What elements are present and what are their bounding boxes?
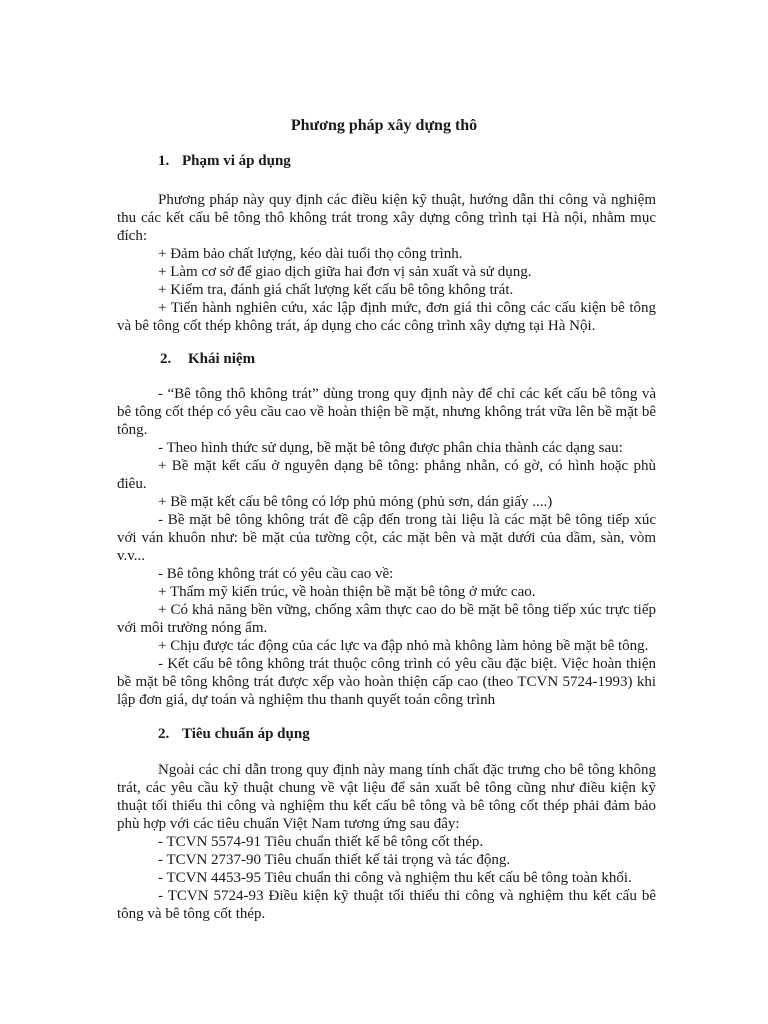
section-title: Khái niệm xyxy=(188,351,256,367)
paragraph: Ngoài các chỉ dẫn trong quy định này mang tính chất đặc trưng cho bê tông không trát, các yêu cầu kỹ thuật chung về vật liệu để sản xuất bê tông cũng như điều kiện kỹ thuật tối thiểu thi công và nghiệm thu kết cấu bê tông và bê tông cốt thép phải đảm bảo phù hợp với các tiêu chuẩn Việt Nam tương ứng sau đây: xyxy=(117,762,656,832)
list-item: - TCVN 5574-91 Tiêu chuẩn thiết kế bê tông cốt thép. xyxy=(158,834,484,850)
paragraph: - Bề mặt bê tông không trát đề cập đến trong tài liệu là các mặt bê tông tiếp xúc với ván khuôn như: bề mặt của tường cột, các mặt bên và mặt dưới của dầm, sàn, vòm v.v... xyxy=(117,512,656,564)
paragraph: Phương pháp này quy định các điều kiện kỹ thuật, hướng dẫn thi công và nghiệm thu các kết cấu bê tông thô không trát trong xây dựng công trình tại Hà nội, nhằm mục đích: xyxy=(117,192,656,244)
section-heading-1 xyxy=(158,152,291,170)
page-title: Phương pháp xây dựng thô xyxy=(290,117,478,134)
section-body-1 xyxy=(117,191,656,335)
list-item: + Bề mặt kết cấu ở nguyên dạng bê tông: phẳng nhẵn, có gờ, có hình hoặc phù điêu. xyxy=(117,458,656,492)
list-item: + Bề mặt kết cấu bê tông có lớp phủ mỏng (phủ sơn, dán giấy ....) xyxy=(158,494,553,510)
section-number: 2. xyxy=(158,726,170,742)
list-item: + Có khả năng bền vững, chống xâm thực cao do bề mặt bê tông tiếp xúc trực tiếp với môi trường nóng ẩm. xyxy=(117,602,656,636)
section-number: 2. xyxy=(160,351,172,367)
paragraph: - Theo hình thức sử dụng, bề mặt bê tông được phân chia thành các dạng sau: xyxy=(158,440,623,456)
list-item: + Thẩm mỹ kiến trúc, về hoàn thiện bề mặt bê tông ở mức cao. xyxy=(158,584,536,600)
list-item: + Chịu được tác động của các lực va đập nhỏ mà không làm hỏng bề mặt bê tông. xyxy=(158,638,649,654)
list-item: - TCVN 5724-93 Điều kiện kỹ thuật tối thiểu thi công và nghiệm thu kết cấu bê tông và bê tông cốt thép. xyxy=(117,888,656,922)
section-number: 1. xyxy=(158,153,170,169)
list-item: + Tiến hành nghiên cứu, xác lập định mức, đơn giá thi công các cấu kiện bê tông và bê tông cốt thép không trát, áp dụng cho các công trình xây dựng tại Hà Nội. xyxy=(117,300,656,334)
paragraph: - “Bê tông thô không trát” dùng trong quy định này để chỉ các kết cấu bê tông và bê tông cốt thép có yêu cầu cao về hoàn thiện bề mặt, nhưng không trát vữa lên bề mặt bê tông. xyxy=(117,386,656,438)
section-heading-3 xyxy=(158,725,310,743)
section-body-2 xyxy=(117,385,656,709)
paragraph: - Bê tông không trát có yêu cầu cao về: xyxy=(158,566,394,582)
section-title: Tiêu chuẩn áp dụng xyxy=(182,726,310,742)
list-item: - TCVN 4453-95 Tiêu chuẩn thi công và nghiệm thu kết cấu bê tông toàn khối. xyxy=(158,870,632,886)
list-item: + Làm cơ sở để giao dịch giữa hai đơn vị sản xuất và sử dụng. xyxy=(158,264,532,280)
section-body-3 xyxy=(117,761,656,923)
list-item: + Kiểm tra, đánh giá chất lượng kết cấu bê tông không trát. xyxy=(158,282,514,298)
section-heading-2 xyxy=(160,350,255,368)
paragraph: - Kết cấu bê tông không trát thuộc công trình có yêu cầu đặc biệt. Việc hoàn thiện bề mặt bê tông không trát được xếp vào hoàn thiện cấp cao (theo TCVN 5724-1993) khi lập đơn giá, dự toán và nghiệm thu thanh quyết toán công trình xyxy=(117,656,656,708)
list-item: - TCVN 2737-90 Tiêu chuẩn thiết kế tải trọng và tác động. xyxy=(158,852,511,868)
list-item: + Đảm bảo chất lượng, kéo dài tuổi thọ công trình. xyxy=(158,246,463,262)
section-title: Phạm vi áp dụng xyxy=(182,153,291,169)
